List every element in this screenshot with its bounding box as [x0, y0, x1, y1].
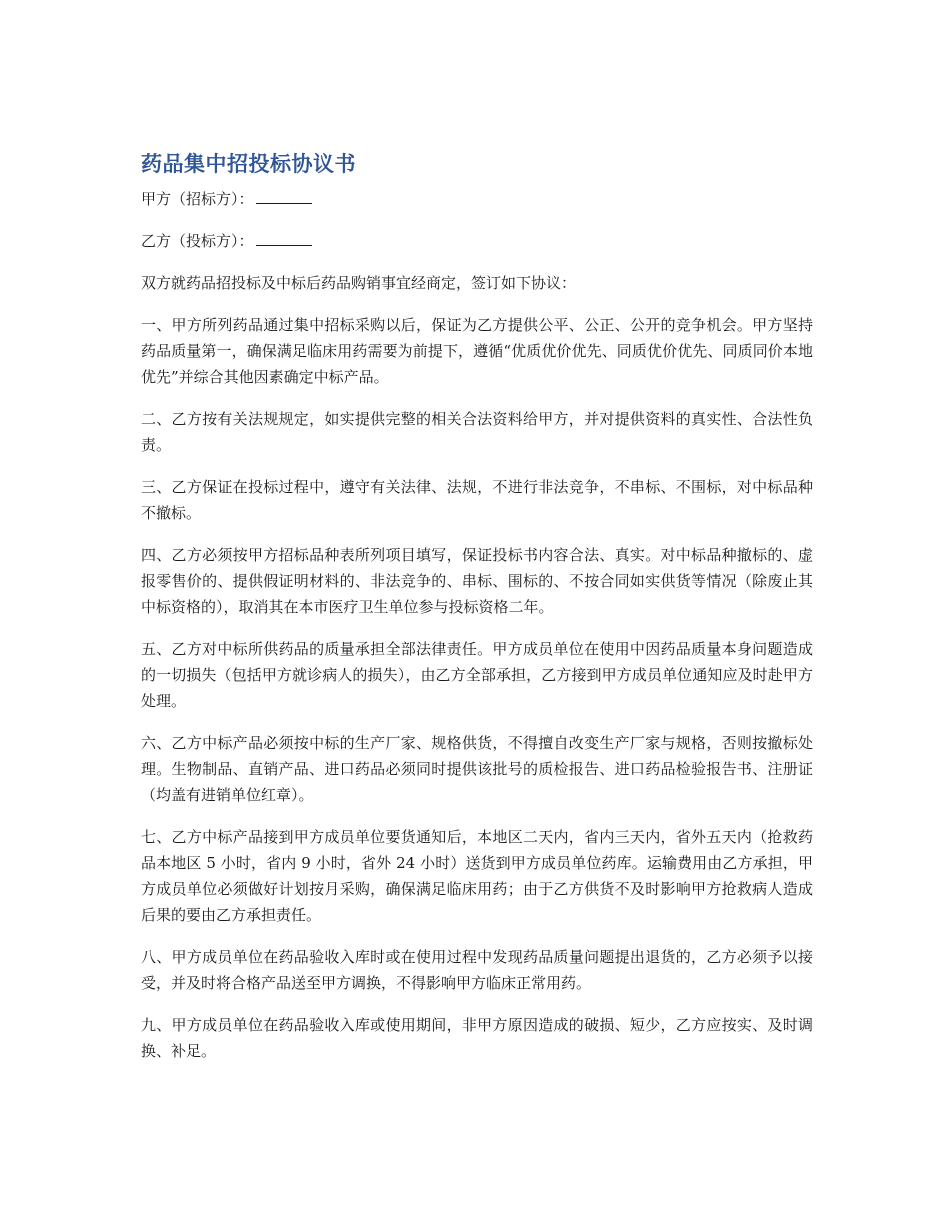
clause-7: 七、乙方中标产品接到甲方成员单位要货通知后，本地区二天内，省内三天内，省外五天内（抢救药品本地区 5 小时，省内 9 小时，省外 24 小时）送货到甲方成员单位药库。运输费用由乙方承担，甲方成员单位必须做好计划按月采购，确保满足临床用药；由于乙方供货不及时影响甲方抢救病人造成后果的要由乙方承担责任。	[141, 828, 813, 924]
party-a-blank[interactable]	[256, 187, 312, 204]
party-b-blank[interactable]	[256, 229, 312, 246]
document-body	[141, 149, 813, 1080]
party-b-label: 乙方（投标方）：	[141, 232, 254, 250]
clause-8: 八、甲方成员单位在药品验收入库时或在使用过程中发现药品质量问题提出退货的，乙方必须予以接受，并及时将合格产品送至甲方调换，不得影响甲方临床正常用药。	[141, 948, 813, 992]
intro-paragraph: 双方就药品招投标及中标后药品购销事宜经商定，签订如下协议：	[141, 274, 577, 292]
clause-4: 四、乙方必须按甲方招标品种表所列项目填写，保证投标书内容合法、真实。对中标品种撤标的、虚报零售价的、提供假证明材料的、非法竞争的、串标、围标的、不按合同如实供货等情况（除废止其中标资格的），取消其在本市医疗卫生单位参与投标资格二年。	[141, 546, 813, 616]
party-a-line	[141, 186, 813, 212]
clause-2: 二、乙方按有关法规规定，如实提供完整的相关合法资料给甲方，并对提供资料的真实性、合法性负责。	[141, 410, 813, 454]
clause-9: 九、甲方成员单位在药品验收入库或使用期间，非甲方原因造成的破损、短少，乙方应按实、及时调换、补足。	[141, 1016, 813, 1060]
document-title: 药品集中招投标协议书	[141, 152, 356, 176]
party-a-label: 甲方（招标方）：	[141, 190, 254, 208]
clause-6: 六、乙方中标产品必须按中标的生产厂家、规格供货，不得擅自改变生产厂家与规格，否则按撤标处理。生物制品、直销产品、进口药品必须同时提供该批号的质检报告、进口药品检验报告书、注册证（均盖有进销单位红章）。	[141, 734, 813, 804]
clause-1: 一、甲方所列药品通过集中招标采购以后，保证为乙方提供公平、公正、公开的竞争机会。甲方坚持药品质量第一，确保满足临床用药需要为前提下，遵循“优质优价优先、同质优价优先、同质同价本地优先”并综合其他因素确定中标产品。	[141, 316, 813, 386]
clause-5: 五、乙方对中标所供药品的质量承担全部法律责任。甲方成员单位在使用中因药品质量本身问题造成的一切损失（包括甲方就诊病人的损失），由乙方全部承担，乙方接到甲方成员单位通知应及时赴甲方处理。	[141, 640, 813, 710]
clause-3: 三、乙方保证在投标过程中，遵守有关法律、法规，不进行非法竞争，不串标、不围标，对中标品种不撤标。	[141, 478, 813, 522]
party-b-line	[141, 228, 813, 254]
